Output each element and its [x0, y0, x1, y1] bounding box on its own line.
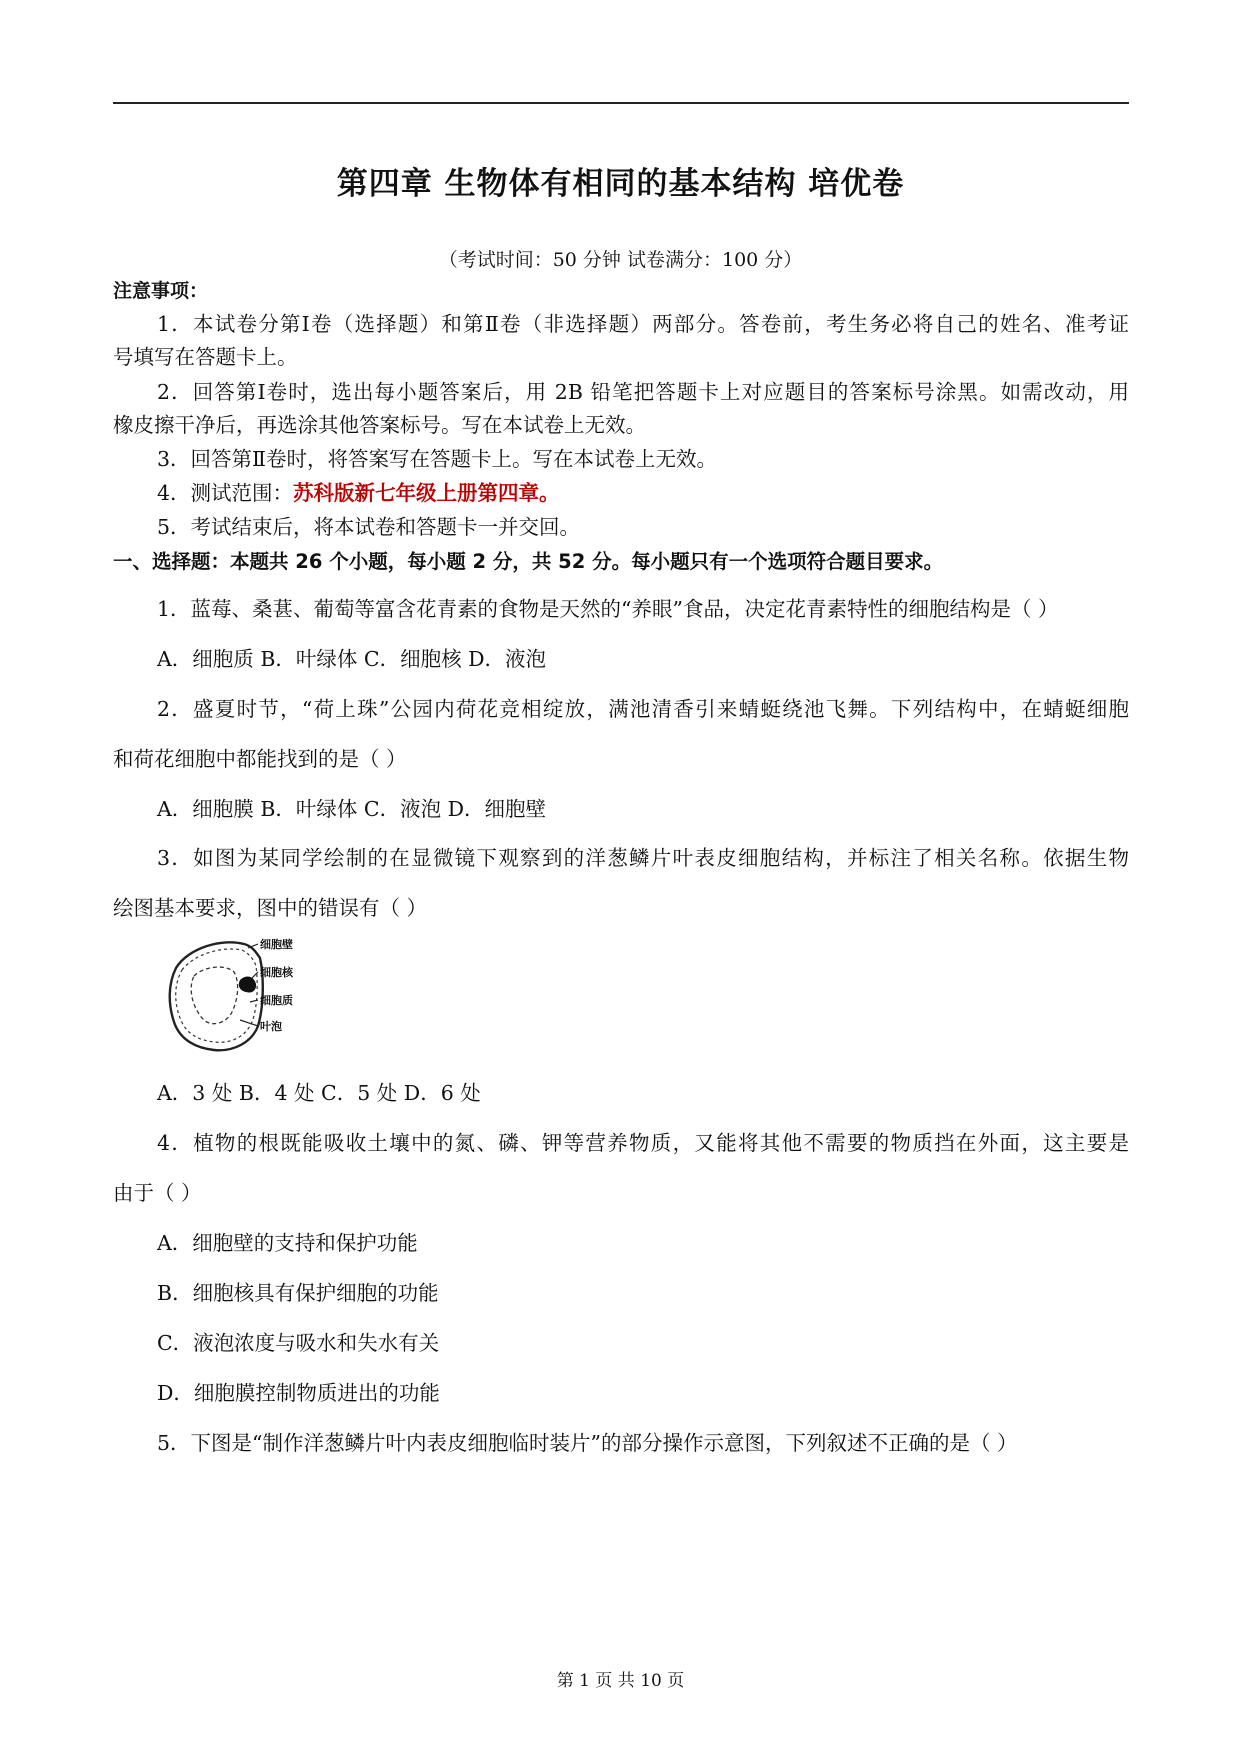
note-3: 3．回答第Ⅱ卷时，将答案写在答题卡上。写在本试卷上无效。: [157, 447, 717, 471]
q5-stem: 5．下图是“制作洋葱鳞片叶内表皮细胞临时装片”的部分操作示意图，下列叙述不正确的是（ ）: [157, 1431, 1018, 1455]
q4-stem-line-1: 4．植物的根既能吸收土壤中的氮、磷、钾等营养物质，又能将其他不需要的物质挡在外面，这主要是: [157, 1131, 1129, 1155]
exam-info: （考试时间：50 分钟 试卷满分：100 分）: [438, 249, 803, 271]
q2-stem-line-1: 2．盛夏时节，“荷上珠”公园内荷花竞相绽放，满池清香引来蜻蜓绕池飞舞。下列结构中，在蜻蜓细胞: [157, 697, 1129, 721]
note-1-line-2: 号填写在答题卡上。: [113, 345, 298, 369]
page-number: 第 1 页 共 10 页: [556, 1671, 685, 1691]
note-2-line-1: 2．回答第Ⅰ卷时，选出每小题答案后，用 2B 铅笔把答题卡上对应题目的答案标号涂黑。如需改动，用: [157, 380, 1129, 404]
q3-options: A．3 处 B．4 处 C．5 处 D．6 处: [157, 1081, 481, 1105]
cell-wall-outline: [170, 942, 263, 1050]
q4-option-c: C．液泡浓度与吸水和失水有关: [157, 1331, 440, 1355]
label-cytoplasm: 细胞质: [260, 994, 293, 1007]
q4-option-a: A．细胞壁的支持和保护功能: [157, 1231, 418, 1255]
q1-options: A．细胞质 B．叶绿体 C．细胞核 D．液泡: [157, 647, 547, 671]
nucleus: [239, 977, 256, 993]
note-4: [157, 480, 560, 506]
q4-option-d: D．细胞膜控制物质进出的功能: [157, 1381, 440, 1405]
note-1-line-1: 1．本试卷分第Ⅰ卷（选择题）和第Ⅱ卷（非选择题）两部分。答卷前，考生务必将自己的姓名、准考证: [157, 312, 1129, 336]
label-nucleus: 细胞核: [260, 966, 293, 979]
q2-stem-line-2: 和荷花细胞中都能找到的是（ ）: [113, 747, 407, 771]
notes-heading: 注意事项：: [113, 280, 209, 302]
label-vacuole: 叶泡: [260, 1020, 282, 1033]
cell-wall-inner: [176, 949, 257, 1042]
q4-option-b: B．细胞核具有保护细胞的功能: [157, 1281, 439, 1305]
q1-stem: 1．蓝莓、桑葚、葡萄等富含花青素的食物是天然的“养眼”食品，决定花青素特性的细胞结构是（ ）: [157, 597, 1059, 621]
q4-stem-line-2: 由于（ ）: [113, 1181, 202, 1205]
label-cell-wall: 细胞壁: [260, 938, 293, 951]
section-1-heading: 一、选择题：本题共 26 个小题，每小题 2 分，共 52 分。每小题只有一个选项符合题目要求。: [113, 550, 944, 573]
vacuole-outline: [191, 967, 237, 1024]
q3-stem-line-1: 3．如图为某同学绘制的在显微镜下观察到的洋葱鳞片叶表皮细胞结构，并标注了相关名称。依据生物: [157, 846, 1129, 870]
note-2-line-2: 橡皮擦干净后，再选涂其他答案标号。写在本试卷上无效。: [113, 413, 646, 437]
q2-options: A．细胞膜 B．叶绿体 C．液泡 D．细胞壁: [157, 797, 547, 821]
header-rule: [113, 102, 1129, 104]
page-title: 第四章 生物体有相同的基本结构 培优卷: [336, 166, 905, 202]
test-range: 苏科版新七年级上册第四章。: [293, 481, 560, 505]
q3-stem-line-2: 绘图基本要求，图中的错误有（ ）: [113, 896, 428, 920]
note-4-prefix: 4．测试范围：: [157, 481, 294, 505]
note-5: 5．考试结束后，将本试卷和答题卡一并交回。: [157, 515, 581, 539]
onion-cell-diagram: [160, 930, 350, 1060]
